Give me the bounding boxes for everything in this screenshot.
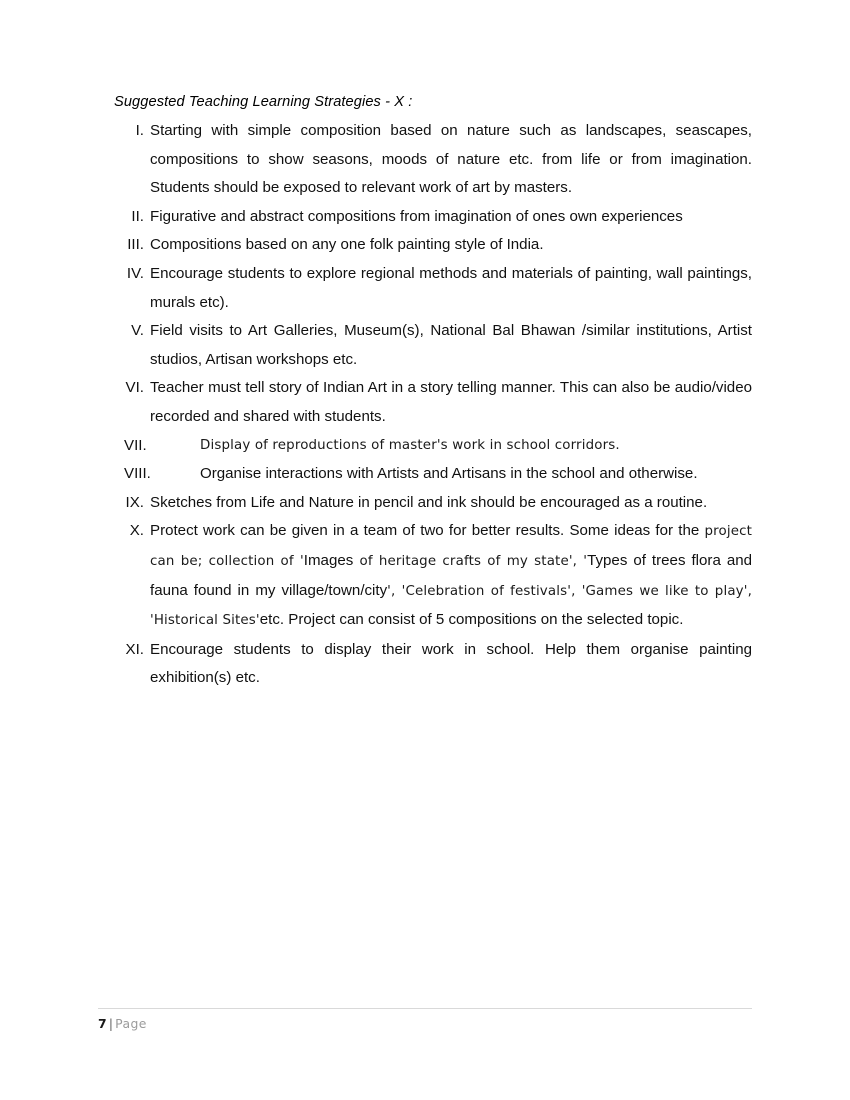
- list-item-numeral: II.: [131, 207, 144, 225]
- list-item-text: Encourage students to display their work in school. Help them organise painting exhibition(s) etc.: [150, 640, 752, 687]
- page-footer: [98, 1008, 752, 1032]
- list-item-numeral: IX.: [125, 493, 144, 511]
- list-item-numeral: III.: [127, 236, 144, 254]
- list-item: [114, 117, 752, 203]
- text-run: Types of trees flora and fauna found in my village/town/city: [150, 551, 753, 599]
- list-item-numeral: V.: [131, 322, 144, 340]
- list-item-text: Field visits to Art Galleries, Museum(s), National Bal Bhawan /similar institutions, Artist studios, Artisan workshops etc.: [150, 322, 752, 368]
- list-item: [114, 636, 752, 693]
- list-item-numeral: VII.: [124, 436, 147, 454]
- page-title: Suggested Teaching Learning Strategies - X :: [114, 94, 413, 110]
- list-item: [114, 432, 752, 461]
- page-content: [114, 92, 752, 693]
- list-item: [114, 260, 752, 317]
- text-run: Protect work can be given in a team of two for better results. Some ideas for the: [150, 522, 705, 540]
- text-run: of heritage crafts of my state', ': [353, 553, 588, 569]
- list-item-text: Encourage students to explore regional methods and materials of painting, wall paintings, murals etc).: [150, 264, 752, 311]
- list-item: [114, 317, 752, 374]
- footer-page-number: 7: [98, 1016, 107, 1031]
- text-run: Images: [303, 551, 354, 569]
- text-run: project can be; collection of ': [150, 524, 752, 569]
- list-item: [114, 517, 752, 635]
- list-item-numeral: I.: [135, 122, 144, 139]
- text-run: ', 'Celebration of festivals', 'Games we like to play', 'Historical Sites': [150, 583, 752, 629]
- list-item-text: [150, 517, 752, 635]
- list-item-numeral: VI.: [125, 379, 144, 397]
- list-item-numeral: X.: [129, 522, 144, 540]
- text-run: etc. Project can consist of 5 compositions on the selected topic.: [259, 611, 684, 629]
- list-item-text: Teacher must tell story of Indian Art in a story telling manner. This can also be audio/video recorded and shared with students.: [150, 379, 752, 425]
- list-item: [114, 460, 752, 489]
- list-item: [114, 231, 752, 260]
- list-item-text: Starting with simple composition based on nature such as landscapes, seascapes, compositions to show seasons, moods of nature etc. from life or from imagination. Students should be exposed to relevant work of art by masters.: [150, 122, 752, 197]
- list-item: [114, 374, 752, 431]
- strategy-list: [114, 117, 752, 693]
- footer-divider: [98, 1008, 752, 1009]
- list-item-text: Sketches from Life and Nature in pencil and ink should be encouraged as a routine.: [150, 493, 708, 511]
- list-item-numeral: XI.: [125, 640, 144, 658]
- footer-separator: |: [108, 1016, 114, 1031]
- footer-page-label: Page: [115, 1016, 147, 1031]
- list-item-text: Figurative and abstract compositions from imagination of ones own experiences: [150, 207, 683, 225]
- list-item-numeral: VIII.: [124, 465, 151, 483]
- list-item-text: Compositions based on any one folk painting style of India.: [150, 236, 544, 254]
- list-item-text: Display of reproductions of master's work in school corridors.: [200, 437, 620, 453]
- list-item-numeral: IV.: [126, 264, 144, 282]
- footer-page-indicator: [98, 1016, 752, 1032]
- list-item-text: Organise interactions with Artists and Artisans in the school and otherwise.: [200, 465, 698, 483]
- list-item: [114, 489, 752, 518]
- list-item: [114, 203, 752, 232]
